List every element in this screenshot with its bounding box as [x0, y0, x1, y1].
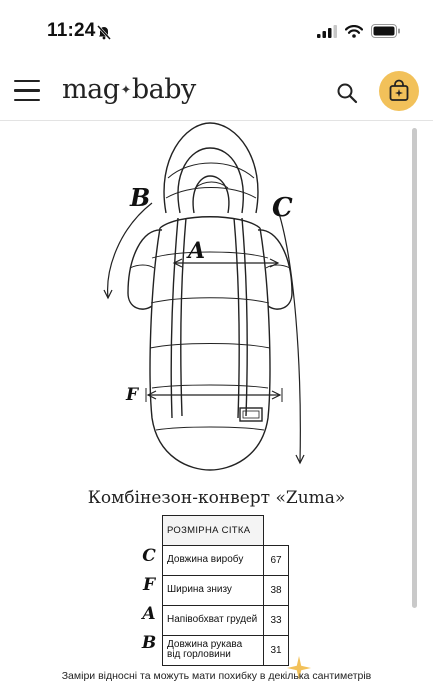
- dimension-label-f: F: [126, 385, 139, 405]
- measure-value: 33: [264, 605, 289, 635]
- measure-value: 31: [264, 635, 289, 665]
- table-header-row: [163, 516, 289, 546]
- measure-name: Напівобхват грудей: [163, 605, 264, 635]
- site-header: [0, 62, 433, 121]
- table-row: [163, 605, 289, 635]
- table-header: РОЗМІРНА СІТКА: [163, 516, 264, 546]
- search-icon: [335, 81, 359, 105]
- status-bar: [0, 0, 433, 62]
- status-time: 11:24: [47, 20, 96, 41]
- row-letter-a: A: [142, 604, 156, 624]
- shopping-bag-icon: [387, 79, 411, 103]
- row-letter-b: B: [141, 633, 157, 653]
- dimension-label-b: B: [130, 183, 151, 212]
- row-letter-c: C: [142, 546, 156, 566]
- dimension-label-a: A: [188, 238, 206, 264]
- menu-icon: [14, 80, 40, 82]
- dimension-label-c: C: [272, 193, 293, 223]
- product-title: Комбінезон-конверт «Zuma»: [87, 488, 346, 508]
- page-scrollbar[interactable]: [412, 128, 417, 608]
- site-logo[interactable]: [62, 74, 196, 105]
- logo-star-icon: ✦: [120, 83, 131, 98]
- signal-icon: [317, 25, 337, 38]
- measure-value: 38: [264, 575, 289, 605]
- logo-text-left: mag: [62, 74, 120, 105]
- logo-text-right: baby: [131, 74, 196, 105]
- measure-name: Ширина знизу: [163, 575, 264, 605]
- battery-icon: [371, 24, 401, 38]
- measurement-footnote: Заміри відносні та можуть мати похибку в декілька сантиметрів: [61, 670, 372, 682]
- bell-slash-icon: [96, 24, 112, 40]
- table-row: [163, 575, 289, 605]
- row-letter-f: F: [142, 575, 156, 595]
- table-row: [163, 635, 289, 665]
- measure-value: 67: [264, 545, 289, 575]
- search-button[interactable]: [335, 81, 361, 107]
- size-table: [162, 515, 289, 666]
- table-row: [163, 545, 289, 575]
- measure-name: Довжина виробу: [163, 545, 264, 575]
- cart-button[interactable]: [379, 71, 419, 111]
- product-sketch: [90, 118, 330, 488]
- wifi-icon: [345, 25, 363, 38]
- menu-button[interactable]: [14, 80, 40, 102]
- measure-name: Довжина рукава від горловини: [163, 635, 264, 665]
